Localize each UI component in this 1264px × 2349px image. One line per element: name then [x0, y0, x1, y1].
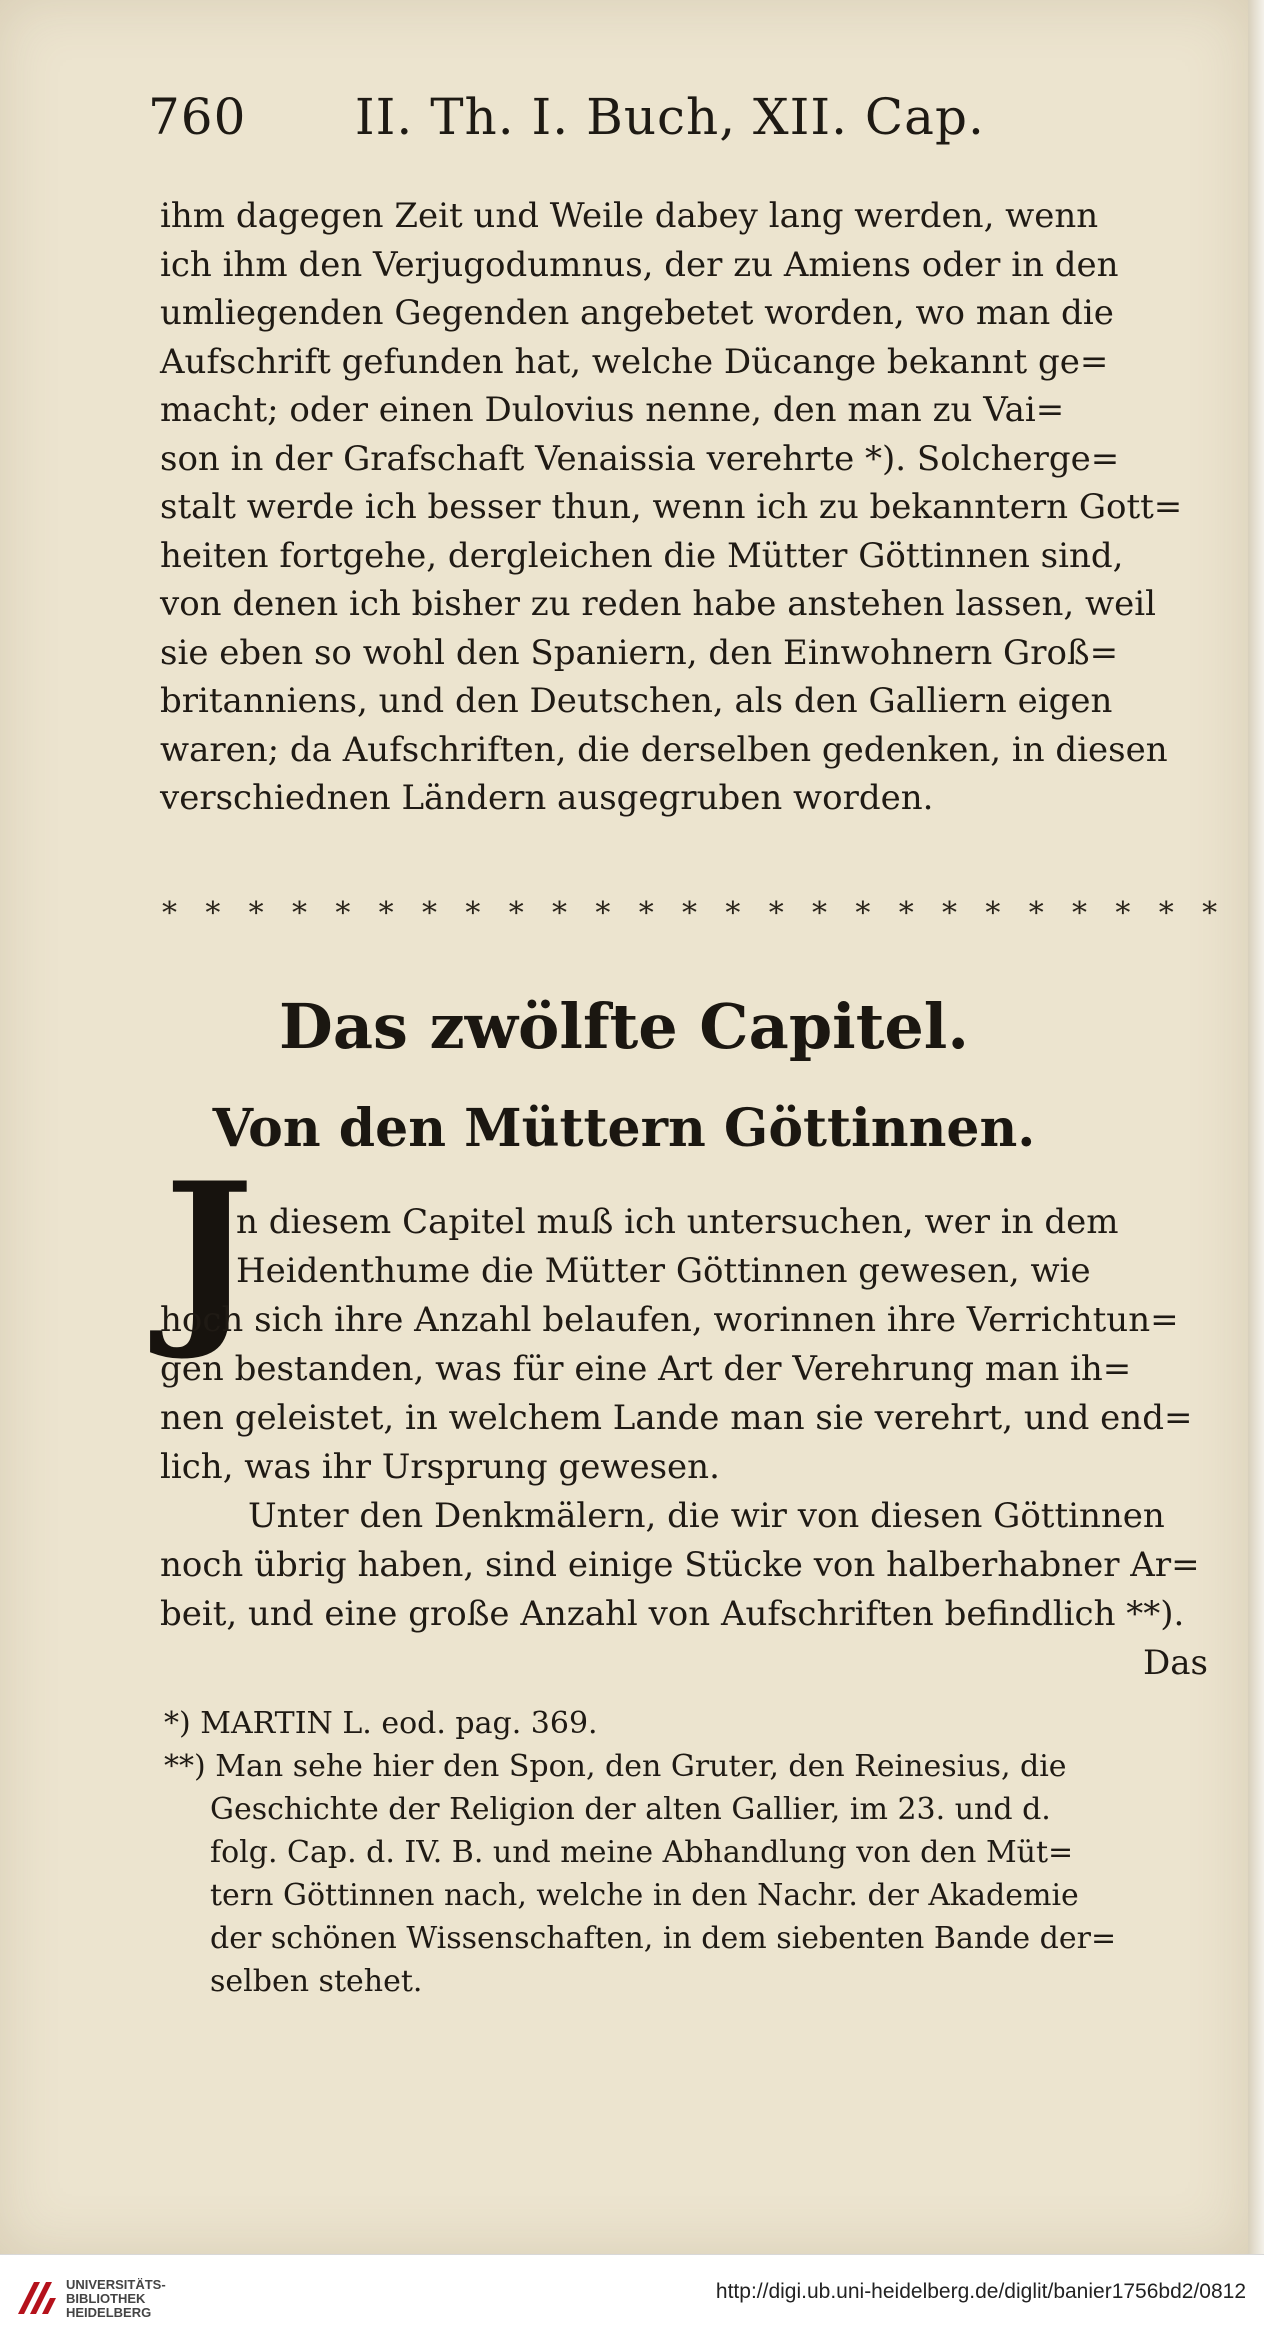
- text-line: gen bestanden, was für eine Art der Verehrung man ih=: [160, 1349, 1132, 1389]
- library-name: [66, 2278, 166, 2320]
- text-line: Heidenthume die Mütter Göttinnen gewesen, wie: [236, 1251, 1091, 1291]
- library-name-line: HEIDELBERG: [66, 2305, 152, 2320]
- running-title: II. Th. I. Buch, XII. Cap.: [354, 88, 985, 146]
- footnote-line: der schönen Wissenschaften, in dem siebenten Bande der=: [210, 1921, 1117, 1956]
- chapter-body: [160, 1198, 1208, 1688]
- text-line: n diesem Capitel muß ich untersuchen, wer in dem: [236, 1202, 1119, 1242]
- drop-cap: J: [164, 1141, 254, 1364]
- text-line: noch übrig haben, sind einige Stücke von halberhabner Ar=: [160, 1545, 1200, 1585]
- text-line: sie eben so wohl den Spaniern, den Einwohnern Groß=: [160, 632, 1119, 673]
- text-line: waren; da Aufschriften, die derselben gedenken, in diesen: [160, 729, 1168, 770]
- text-line: son in der Grafschaft Venaissia verehrte *). Solcherge=: [160, 438, 1120, 479]
- university-logo-icon: [14, 2274, 60, 2320]
- text-line: Aufschrift gefunden hat, welche Dücange bekannt ge=: [160, 341, 1109, 382]
- footnote-line: **) Man sehe hier den Spon, den Gruter, den Reinesius, die: [164, 1749, 1067, 1784]
- text-line: hoch sich ihre Anzahl belaufen, worinnen ihre Verrichtun=: [160, 1300, 1179, 1340]
- page-edge: [1248, 0, 1264, 2254]
- text-line: nen geleistet, in welchem Lande man sie verehrt, und end=: [160, 1398, 1193, 1438]
- footnote-line: selben stehet.: [210, 1964, 423, 1999]
- text-line: umliegenden Gegenden angebetet worden, wo man die: [160, 293, 1114, 333]
- text-line: ich ihm den Verjugodumnus, der zu Amiens oder in den: [160, 244, 1119, 285]
- library-name-line: UNIVERSITÄTS-: [66, 2277, 166, 2292]
- running-header: [148, 88, 1208, 146]
- text-line: ihm dagegen Zeit und Weile dabey lang werden, wenn: [160, 196, 1099, 236]
- text-line: verschiednen Ländern ausgegruben worden.: [160, 778, 934, 818]
- permalink-url[interactable]: http://digi.ub.uni-heidelberg.de/diglit/banier1756bd2/0812: [715, 2280, 1246, 2303]
- footnote-line: Geschichte der Religion der alten Gallier, im 23. und d.: [210, 1792, 1051, 1827]
- section-separator: * * * * * * * * * * * * * * * * * * * * * * * * *: [162, 896, 1227, 931]
- text-line: macht; oder einen Dulovius nenne, den man zu Vai=: [160, 390, 1065, 430]
- footnotes: [164, 1702, 1208, 2003]
- footnote-line: *) MARTIN L. eod. pag. 369.: [164, 1706, 598, 1741]
- text-line: Unter den Denkmälern, die wir von diesen Göttinnen: [248, 1496, 1165, 1536]
- page-number: 760: [148, 88, 247, 146]
- text-line: heiten fortgehe, dergleichen die Mütter Göttinnen sind,: [160, 535, 1124, 576]
- text-line: beit, und eine große Anzahl von Aufschriften befindlich **).: [160, 1594, 1185, 1634]
- text-line: stalt werde ich besser thun, wenn ich zu bekanntern Gott=: [160, 487, 1183, 527]
- footnote-line: folg. Cap. d. IV. B. und meine Abhandlung von den Müt=: [210, 1835, 1074, 1870]
- library-name-line: BIBLIOTHEK: [66, 2291, 146, 2306]
- catchword: Das: [1143, 1643, 1208, 1683]
- chapter-title: Das zwölfte Capitel.: [279, 990, 969, 1063]
- footnote-line: tern Göttinnen nach, welche in den Nachr. der Akademie: [210, 1878, 1079, 1913]
- text-line: britanniens, und den Deutschen, als den Galliern eigen: [160, 681, 1113, 721]
- text-line: lich, was ihr Ursprung gewesen.: [160, 1447, 720, 1487]
- body-text: [160, 192, 1208, 823]
- chapter-subtitle: Von den Müttern Göttinnen.: [212, 1098, 1036, 1159]
- text-line: von denen ich bisher zu reden habe anstehen lassen, weil: [160, 584, 1156, 624]
